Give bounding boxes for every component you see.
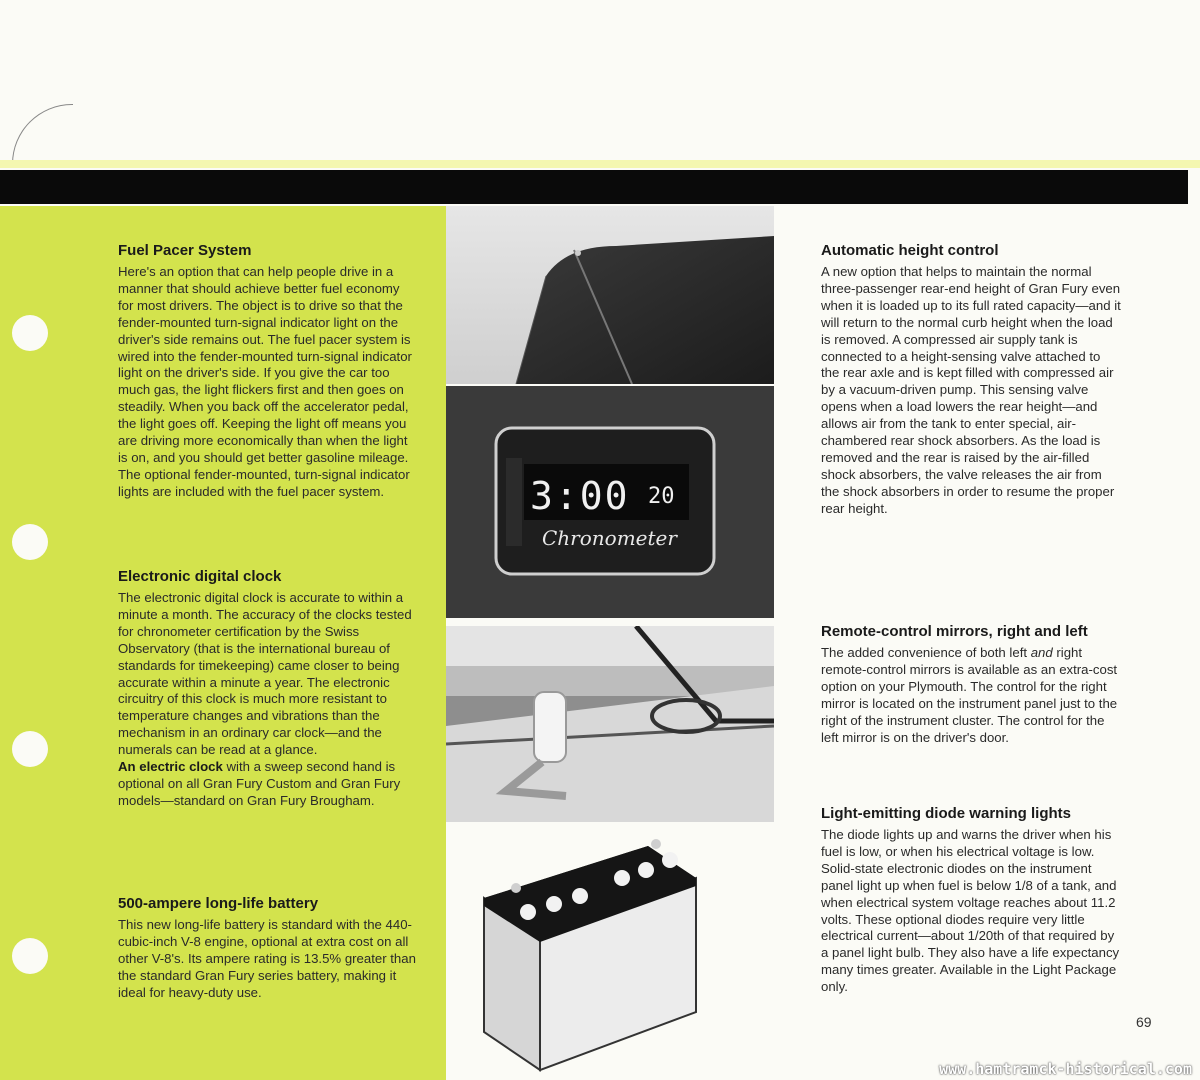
clock-seconds-display: 20 — [648, 484, 675, 509]
binder-hole — [12, 315, 48, 351]
section-heading: Electronic digital clock — [118, 568, 282, 585]
section-heading: Light-emitting diode warning lights — [821, 805, 1071, 822]
section-heading: Remote-control mirrors, right and left — [821, 623, 1088, 640]
photo-digital-clock — [446, 386, 774, 618]
chronometer-script: Chronometer — [542, 526, 677, 550]
lead-text: An electric clock — [118, 759, 223, 775]
section-heading: 500-ampere long-life battery — [118, 895, 319, 912]
section-body: Here's an option that can help people drive in a manner that should achieve better fuel economy for most drivers. The object is to drive so that the fender-mounted turn-signal indicator light on the driver's side remains out. The fuel pacer system is wired into the fender-mounted turn-signal indicator light on the driver's side. If you give the car too much gas, the light flickers first and then goes on steadily. When you back off the accelerator pedal, the light goes off. Keeping the light off means you are driving more economically than when the light is on, and you should get better gasoline mileage. The optional fender-mounted, turn-signal indicator lights are included with the fuel pacer system. — [118, 264, 412, 499]
section-body: The diode lights up and warns the driver when his fuel is low, or when his electrical voltage is low. Solid-state electronic diodes on the instrument panel light up when fuel is below 1/8 of a tank, and when electrical system voltage reaches about 11.2 volts. These optional diodes require very little electrical current—about 1/20th of that required by a panel light bulb. They also have a life expectancy many times greater. Available in the Light Package only. — [821, 827, 1120, 995]
photo-remote-mirror — [446, 626, 774, 822]
section-body: This new long-life battery is standard with the 440-cubic-inch V-8 engine, optional at extra cost on all other V-8's. Its ampere rating is 13.5% greater than the standard Gran Fury series battery, making it ideal for heavy-duty use. — [118, 917, 416, 1000]
remote-mirror-image — [446, 626, 774, 822]
section-body — [821, 645, 1121, 746]
page-number: 69 — [1136, 1014, 1152, 1030]
clock-time-display: 3:00 — [530, 474, 630, 518]
binder-hole — [12, 731, 48, 767]
binder-hole — [12, 524, 48, 560]
body-text: The added convenience of both left — [821, 645, 1031, 660]
section-led-warning — [821, 805, 1121, 996]
body-text: right remote-control mirrors is available as an extra-cost option on your Plymouth. The control for the right mirror is located on the instrument panel just to the right of the instrument cluster. The control for the left mirror is on the driver's door. — [821, 645, 1118, 745]
battery-image — [470, 826, 710, 1072]
section-body: A new option that helps to maintain the normal three-passenger rear-end height of Gran Fury even when it is loaded up to its full rated capacity—and it will return to the normal curb height when the load is removed. A compressed air supply tank is connected to a height-sensing valve attached to the rear axle and is kept filled with compressed air by a vacuum-driven pump. This sensing valve opens when a load lowers the rear height—and allows air from the tank to enter special, air-chambered rear shock absorbers. As the load is removed and the rear is raised by the air-filled shock absorbers, the valve releases the air from the shock absorbers in order to resume the proper rear height. — [821, 264, 1121, 516]
section-digital-clock — [118, 568, 418, 810]
yellow-rule — [0, 160, 1200, 168]
section-height-control — [821, 242, 1121, 518]
body-text: with a sweep second hand is optional on all Gran Fury Custom and Gran Fury models—standard on Gran Fury Brougham. — [118, 759, 401, 808]
section-fuel-pacer — [118, 242, 418, 501]
section-heading: Fuel Pacer System — [118, 242, 252, 259]
binder-hole — [12, 938, 48, 974]
page-corner-curve — [12, 104, 73, 165]
photo-battery — [470, 826, 710, 1072]
body-emphasis: and — [1030, 645, 1053, 660]
car-trunk-image — [446, 206, 774, 384]
section-body-electric-clock — [118, 759, 418, 810]
watermark-text: www.hamtramck-historical.com — [939, 1060, 1192, 1078]
section-remote-mirrors — [821, 623, 1121, 746]
section-battery — [118, 895, 418, 1002]
section-heading: Automatic height control — [821, 242, 999, 259]
photo-car-trunk — [446, 206, 774, 384]
header-band — [0, 170, 1188, 204]
section-body: The electronic digital clock is accurate to within a minute a month. The accuracy of the clocks tested for chronometer certification by the Swiss Observatory (that is the international bureau of standards for timekeeping) came closer to being accurate within a minute a year. The electronic circuitry of this clock is much more resistant to temperature changes and vibrations than the mechanism in an ordinary car clock—and the numerals can be read at a glance. — [118, 590, 412, 758]
